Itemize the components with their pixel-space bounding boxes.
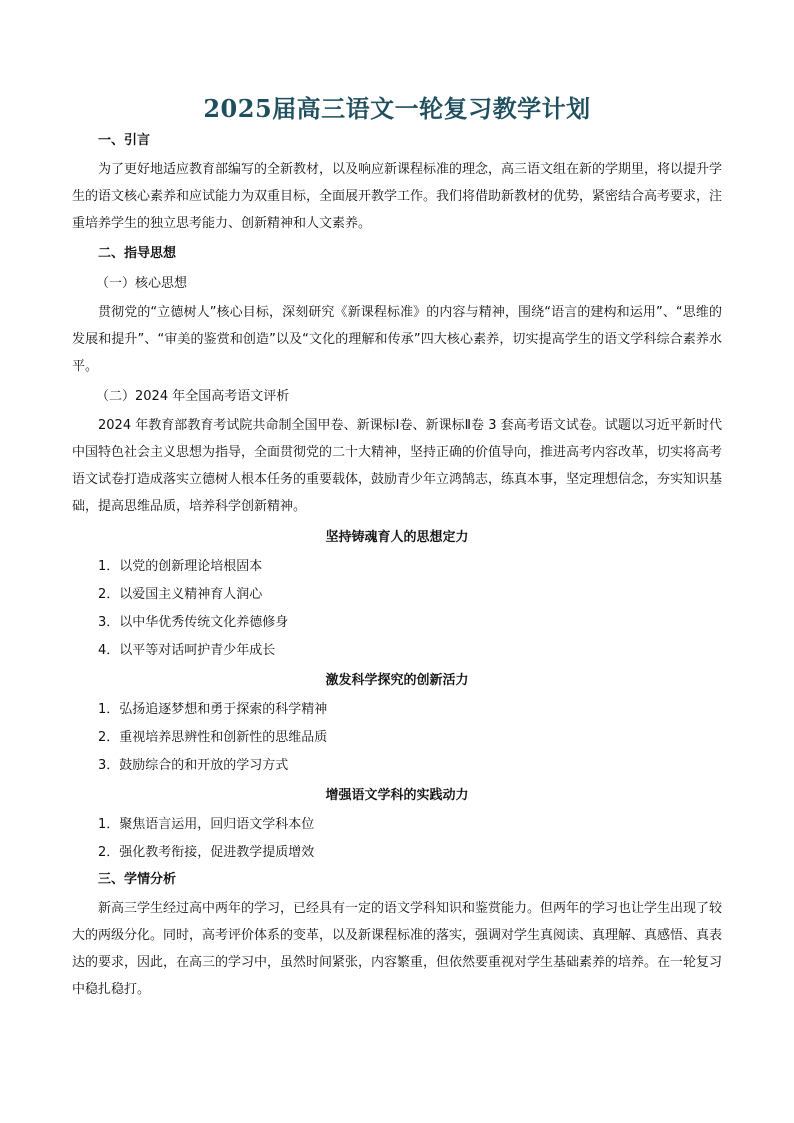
group-heading-soul-building: 坚持铸魂育人的思想定力 <box>325 530 469 545</box>
core-idea-paragraph: 贯彻党的“立德树人”核心目标，深刻研究《新课程标准》的内容与精神，围绕“语言的建构和运用”、“思维的发展和提升”、“审美的鉴赏和创造”以及“文化的理解和传承”四大核心素养，切实提高学生的语文学科综合素养水平。 <box>72 305 722 374</box>
group-heading-scientific-innovation: 激发科学探究的创新活力 <box>325 673 469 688</box>
group-heading-practice-power: 增强语文学科的实践动力 <box>325 788 469 803</box>
list-item: 2．强化教考衔接，促进教学提质增效 <box>98 845 315 860</box>
list-item: 2．重视培养思辨性和创新性的思维品质 <box>98 730 328 745</box>
subsection-heading-core-idea: （一）核心思想 <box>96 276 188 291</box>
list-item: 4．以平等对话呵护青少年成长 <box>98 643 276 658</box>
section-heading-guiding-ideology: 二、指导思想 <box>98 246 177 261</box>
list-item: 1．聚焦语言运用，回归语文学科本位 <box>98 817 315 832</box>
document-title: 2025届高三语文一轮复习教学计划 <box>203 94 591 123</box>
student-analysis-paragraph: 新高三学生经过高中两年的学习，已经具有一定的语文学科知识和鉴赏能力。但两年的学习也让学生出现了较大的两级分化。同时，高考评价体系的变革，以及新课程标准的落实，强调对学生真阅读、真理解、真感悟、真表达的要求，因此，在高三的学习中，虽然时间紧张，内容繁重，但依然要重视对学生基础素养的培养。在一轮复习中稳扎稳打。 <box>72 901 723 997</box>
section-heading-introduction: 一、引言 <box>98 133 151 148</box>
section-heading-student-analysis: 三、学情分析 <box>98 872 177 887</box>
list-item: 3．以中华优秀传统文化养德修身 <box>98 615 289 630</box>
exam-review-paragraph: 2024 年教育部教育考试院共命制全国甲卷、新课标Ⅰ卷、新课标Ⅱ卷 3 套高考语文试卷。试题以习近平新时代中国特色社会主义思想为指导，全面贯彻党的二十大精神，坚持正确的价值导向，推进高考内容改革，切实将高考语文试卷打造成落实立德树人根本任务的重要载体，鼓励青少年立鸿鹄志，练真本事，坚定理想信念，夯实知识基础，提高思维品质，培养科学创新精神。 <box>72 418 723 514</box>
subsection-heading-exam-review: （二）2024 年全国高考语文评析 <box>96 389 290 404</box>
list-item: 3．鼓励综合的和开放的学习方式 <box>98 758 289 773</box>
introduction-paragraph: 为了更好地适应教育部编写的全新教材，以及响应新课程标准的理念，高三语文组在新的学期里，将以提升学生的语文核心素养和应试能力为双重目标，全面展开教学工作。我们将借助新教材的优势，紧密结合高考要求，注重培养学生的独立思考能力、创新精神和人文素养。 <box>72 162 723 231</box>
list-item: 2．以爱国主义精神育人润心 <box>98 587 263 602</box>
list-item: 1．以党的创新理论培根固本 <box>98 559 263 574</box>
list-item: 1．弘扬追逐梦想和勇于探索的科学精神 <box>98 702 328 717</box>
